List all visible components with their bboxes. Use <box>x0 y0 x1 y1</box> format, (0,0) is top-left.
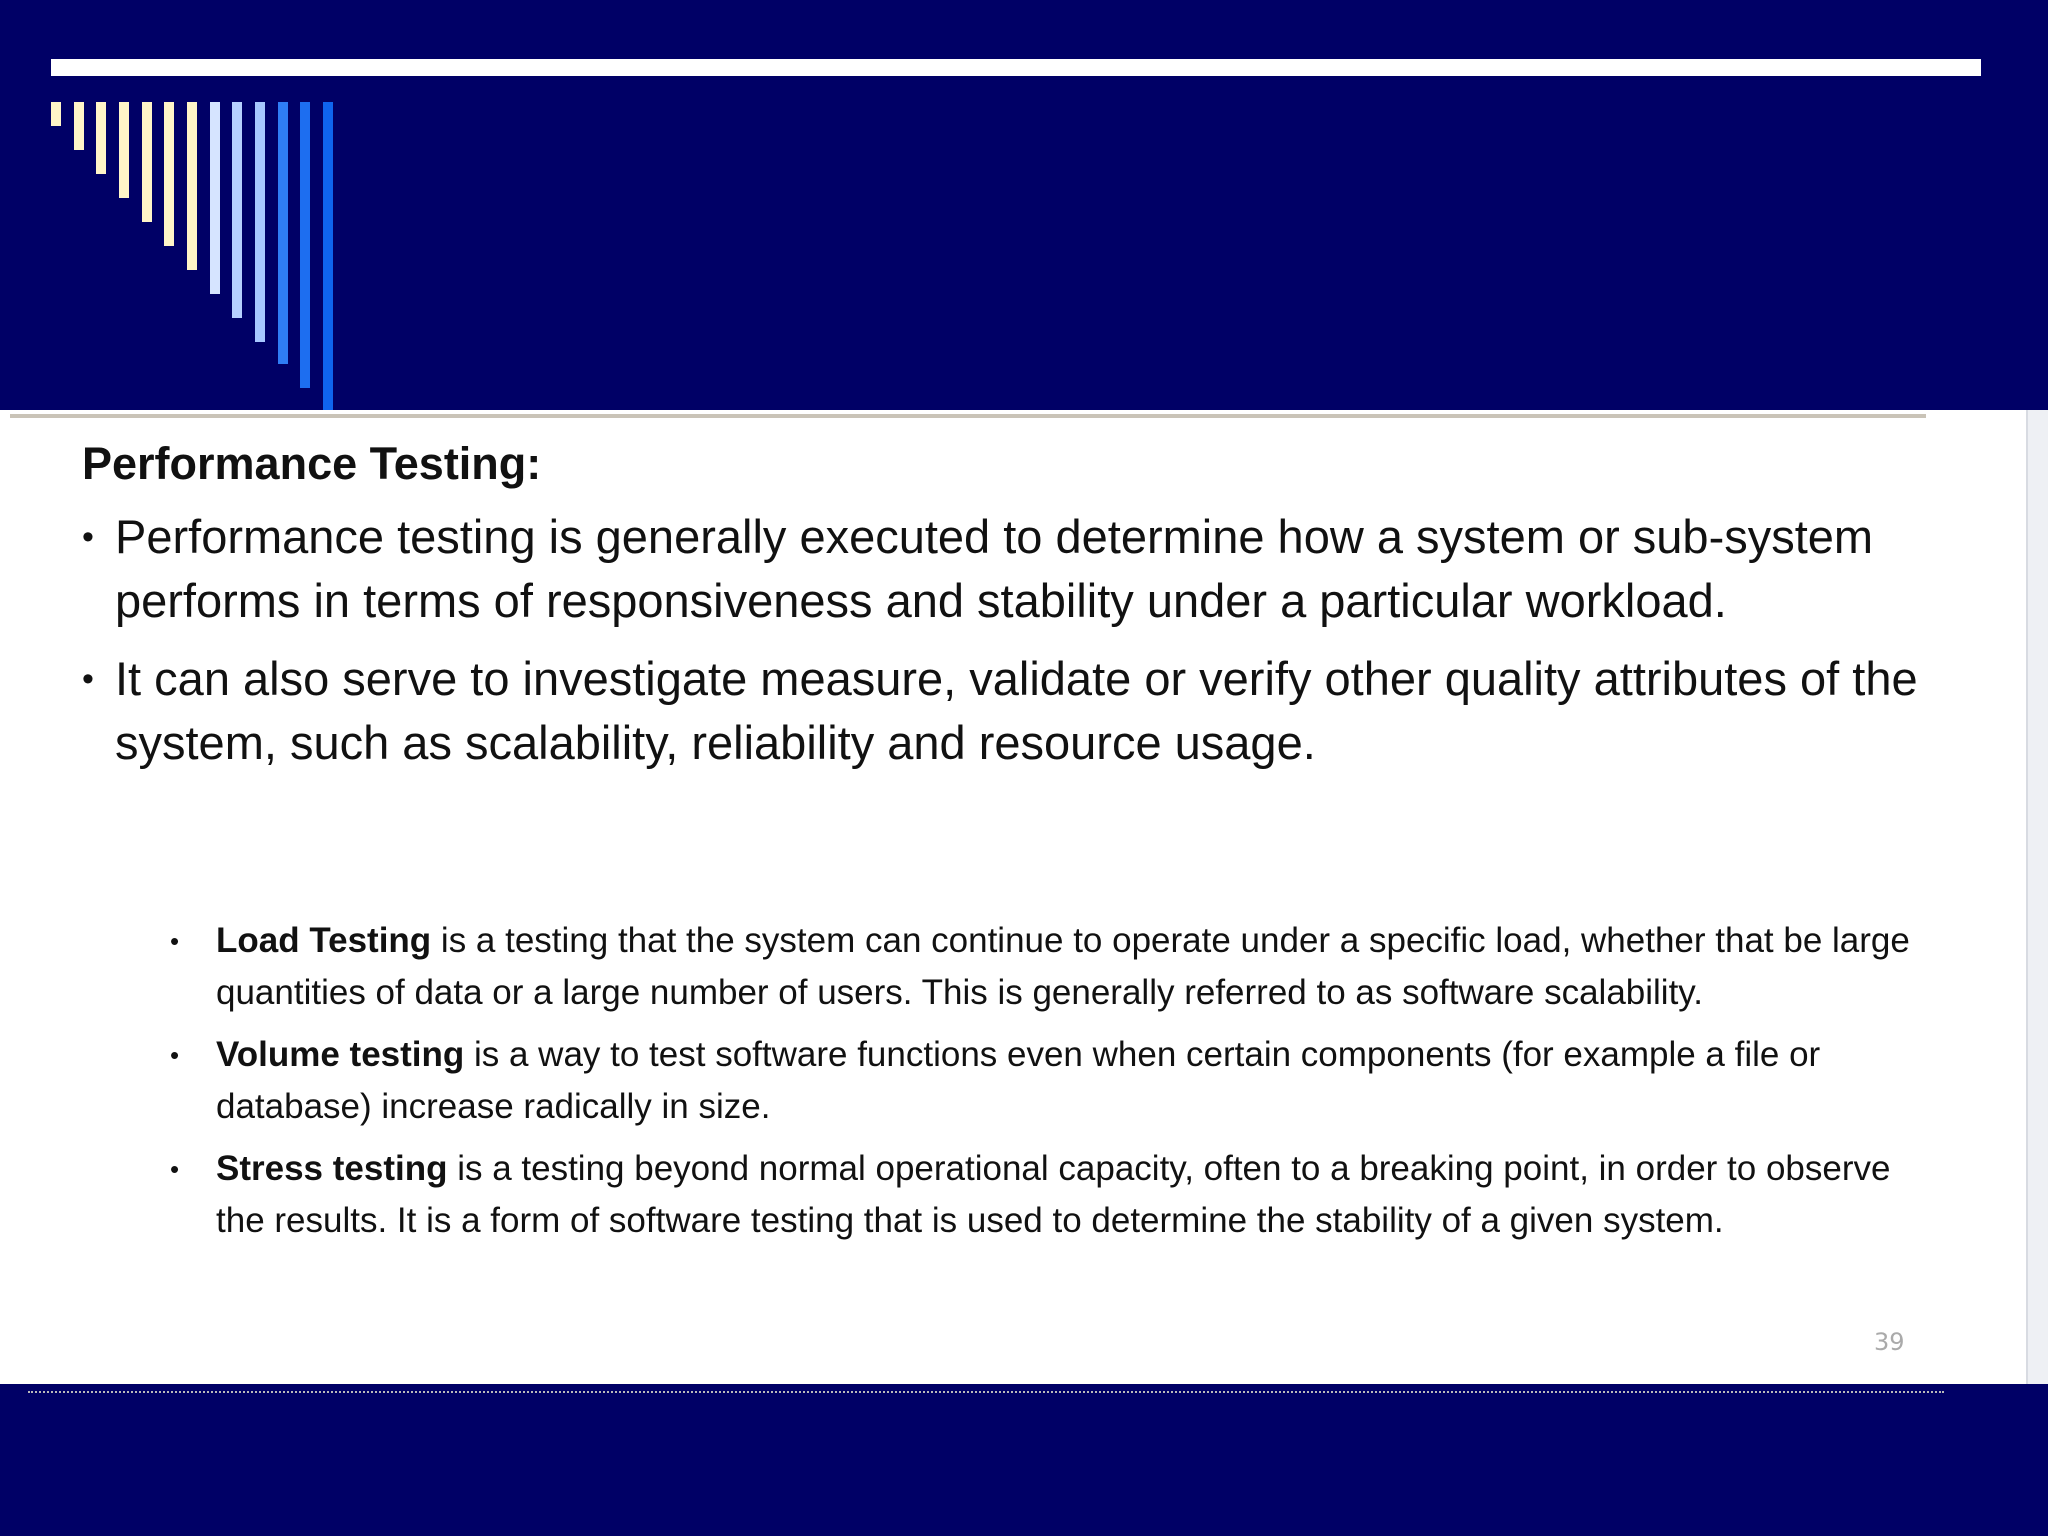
stripe-8 <box>210 102 220 294</box>
bullet-icon: • <box>82 518 94 556</box>
bullet-icon: • <box>170 926 180 956</box>
stripe-13 <box>323 102 333 410</box>
stripe-7 <box>187 102 197 270</box>
stripe-2 <box>74 102 84 150</box>
sub-bullet-list <box>168 915 1928 1257</box>
main-bullet-list <box>80 505 1960 789</box>
sub-bullet-stress-testing <box>168 1143 1928 1247</box>
term-description: is a testing beyond normal operational capacity, often to a breaking point, in order to observe the results. It is a form of software testing that is used to determine the stability of a given system. <box>216 1149 1891 1240</box>
stripe-5 <box>142 102 152 222</box>
stripe-3 <box>96 102 106 174</box>
panel-edge-shade <box>2026 410 2048 1384</box>
stripe-12 <box>300 102 310 388</box>
main-bullet-text: It can also serve to investigate measure, validate or verify other quality attributes of the system, such as scalability, reliability and resource usage. <box>115 652 1918 769</box>
slide-title: Performance Testing: <box>82 438 542 489</box>
term-label: Stress testing <box>216 1149 448 1188</box>
bullet-icon: • <box>170 1040 180 1070</box>
slide-content-panel <box>0 410 2048 1384</box>
title-bar-rule <box>51 59 1981 76</box>
stripe-4 <box>119 102 129 198</box>
stripe-1 <box>51 102 61 126</box>
content-header-rule <box>10 414 1926 418</box>
stripe-9 <box>232 102 242 318</box>
main-bullet-1 <box>80 505 1960 633</box>
stripe-10 <box>255 102 265 342</box>
sub-bullet-load-testing <box>168 915 1928 1019</box>
term-description: is a testing that the system can continue to operate under a specific load, whether that be large quantities of data or a large number of users. This is generally referred to as software scalability. <box>216 921 1910 1012</box>
term-label: Load Testing <box>216 921 432 960</box>
stripe-6 <box>164 102 174 246</box>
term-label: Volume testing <box>216 1035 465 1074</box>
main-bullet-2 <box>80 647 1960 775</box>
main-bullet-text: Performance testing is generally executed to determine how a system or sub-system performs in terms of responsiveness and stability under a particular workload. <box>115 510 1874 627</box>
footer-rule <box>28 1391 1944 1393</box>
bullet-icon: • <box>82 660 94 698</box>
term-description: is a way to test software functions even when certain components (for example a file or database) increase radically in size. <box>216 1035 1821 1126</box>
bullet-icon: • <box>170 1154 180 1184</box>
decorative-stripes <box>51 102 351 412</box>
sub-bullet-volume-testing <box>168 1029 1928 1133</box>
page-number: 39 <box>1874 1328 1905 1356</box>
stripe-11 <box>278 102 288 364</box>
